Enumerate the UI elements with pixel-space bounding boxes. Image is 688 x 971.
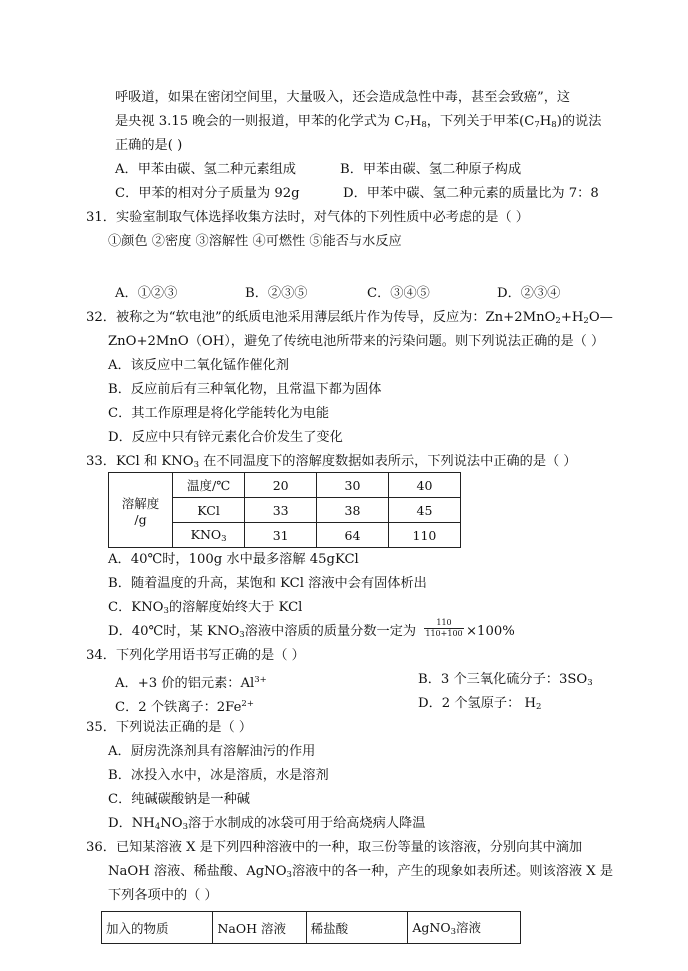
q30-option-d: D．甲苯中碳、氢二种元素的质量比为 7：8 bbox=[343, 186, 599, 201]
table-row bbox=[102, 912, 521, 944]
fraction-denominator: 110+100 bbox=[425, 629, 463, 638]
solubility-table bbox=[108, 472, 461, 548]
q31-stem: 31．实验室制取气体选择收集方法时，对气体的下列性质中必考虑的是（ ） bbox=[86, 210, 529, 225]
kcl-label-cell: KCl bbox=[172, 498, 244, 523]
q35-option-b: B．冰投入水中，冰是溶质，水是溶剂 bbox=[108, 768, 329, 783]
q36-stem-line-1: 36．已知某溶液 X 是下列四种溶液中的一种，取三份等量的该溶液，分别向其中滴加 bbox=[86, 840, 583, 855]
q33-option-c: C．$KNO_3$的溶解度始终大于 KCl bbox=[108, 600, 303, 616]
mass-fraction bbox=[424, 618, 464, 639]
table-cell: 110 bbox=[388, 523, 460, 548]
q35-option-c: C．纯碱碳酸钠是一种碱 bbox=[108, 792, 250, 807]
q33-stem: 33．KCl 和 $KNO_3$ 在不同温度下的溶解度数据如表所示，下列说法中正确的是（ ） bbox=[86, 454, 577, 470]
kno3-label-cell: $KNO_3$ bbox=[172, 523, 244, 548]
reaction-table bbox=[101, 911, 521, 944]
row-header-cell: 溶解度 /g bbox=[109, 473, 173, 548]
q33-option-b: B．随着温度的升高，某饱和 KCl 溶液中会有固体析出 bbox=[108, 576, 427, 591]
temp-label-cell: 温度/℃ bbox=[172, 473, 244, 498]
table-cell: 38 bbox=[317, 498, 389, 523]
q31-option-c: C．③④⑤ bbox=[367, 286, 430, 301]
q30-option-a: A．甲苯由碳、氢二种元素组成 bbox=[115, 162, 296, 177]
q33-option-d: D．40℃时，某 $KNO_3$溶液中溶质的质量分数一定为 bbox=[108, 624, 417, 640]
table-cell: 45 bbox=[388, 498, 460, 523]
intro-line-1: 呼吸道，如果在密闭空间里，大量吸入，还会造成急性中毒，甚至会致癌”，这 bbox=[115, 90, 571, 105]
q34-option-c: C．2 个铁离子：$2Fe^{2+}$ bbox=[115, 699, 254, 715]
q32-option-b: B．反应前后有三种氧化物，且常温下都为固体 bbox=[108, 382, 382, 397]
q35-option-a: A．厨房洗涤剂具有溶解油污的作用 bbox=[108, 744, 316, 759]
table-header-cell: 加入的物质 bbox=[102, 912, 213, 944]
q35-option-d: D．$NH_4NO_3$溶于水制成的冰袋可用于给高烧病人降温 bbox=[108, 816, 426, 832]
q32-option-d: D．反应中只有锌元素化合价发生了变化 bbox=[108, 430, 343, 445]
q35-stem: 35．下列说法正确的是（ ） bbox=[86, 720, 253, 735]
q31-option-b: B．②③⑤ bbox=[245, 286, 308, 301]
q31-option-d: D．②③④ bbox=[497, 286, 561, 301]
q31-properties: ①颜色 ②密度 ③溶解性 ④可燃性 ⑤能否与水反应 bbox=[108, 234, 402, 249]
q32-stem-line-1: 32．被称之为“软电池”的纸质电池采用薄层纸片作为传导，反应为：$Zn+2MnO_2+H_2O—$ bbox=[86, 310, 613, 326]
q33-option-d-tail: ×100% bbox=[466, 624, 515, 639]
q36-stem-line-3: 下列各项中的（ ） bbox=[108, 888, 218, 903]
q34-option-b: B．3 个三氧化硫分子：$3SO_3$ bbox=[418, 672, 593, 688]
q34-stem: 34．下列化学用语书写正确的是（ ） bbox=[86, 648, 305, 663]
q32-stem-line-2: ZnO+2MnO（OH），避免了传统电池所带来的污染问题。则下列说法正确的是（ ） bbox=[108, 334, 605, 349]
intro-line-2: 是央视 3.15 晚会的一则报道，甲苯的化学式为 $C_7H_8$，下列关于甲苯$(C_7H_8)$的说法 bbox=[115, 114, 602, 130]
q34-option-d: D．2 个氢原子： $H_2$ bbox=[418, 696, 542, 712]
table-cell: 30 bbox=[317, 473, 389, 498]
table-header-cell: NaOH 溶液 bbox=[213, 912, 306, 944]
q31-option-a: A．①②③ bbox=[115, 286, 178, 301]
q34-option-a: A．+3 价的铝元素：$Al^{3+}$ bbox=[115, 675, 267, 691]
q30-option-b: B．甲苯由碳、氢二种原子构成 bbox=[340, 162, 522, 177]
q33-option-a: A．40℃时，100g 水中最多溶解 45gKCl bbox=[108, 552, 359, 567]
q32-option-c: C．其工作原理是将化学能转化为电能 bbox=[108, 406, 330, 421]
table-row bbox=[109, 473, 461, 498]
table-cell: 64 bbox=[317, 523, 389, 548]
table-cell: 40 bbox=[388, 473, 460, 498]
table-cell: 20 bbox=[245, 473, 317, 498]
table-cell: 33 bbox=[245, 498, 317, 523]
table-header-cell: 稀盐酸 bbox=[306, 912, 408, 944]
intro-line-3: 正确的是( ) bbox=[115, 138, 183, 153]
table-header-cell: AgNO$_3$溶液 bbox=[408, 912, 521, 944]
q36-stem-line-2: NaOH 溶液、稀盐酸、AgNO$_3$溶液中的各一种，产生的现象如表所述。则该溶液 X 是 bbox=[108, 864, 614, 880]
q32-option-a: A．该反应中二氧化锰作催化剂 bbox=[108, 358, 289, 373]
fraction-numerator: 110 bbox=[436, 618, 452, 627]
table-cell: 31 bbox=[245, 523, 317, 548]
q30-option-c: C．甲苯的相对分子质量为 92g bbox=[115, 186, 300, 201]
